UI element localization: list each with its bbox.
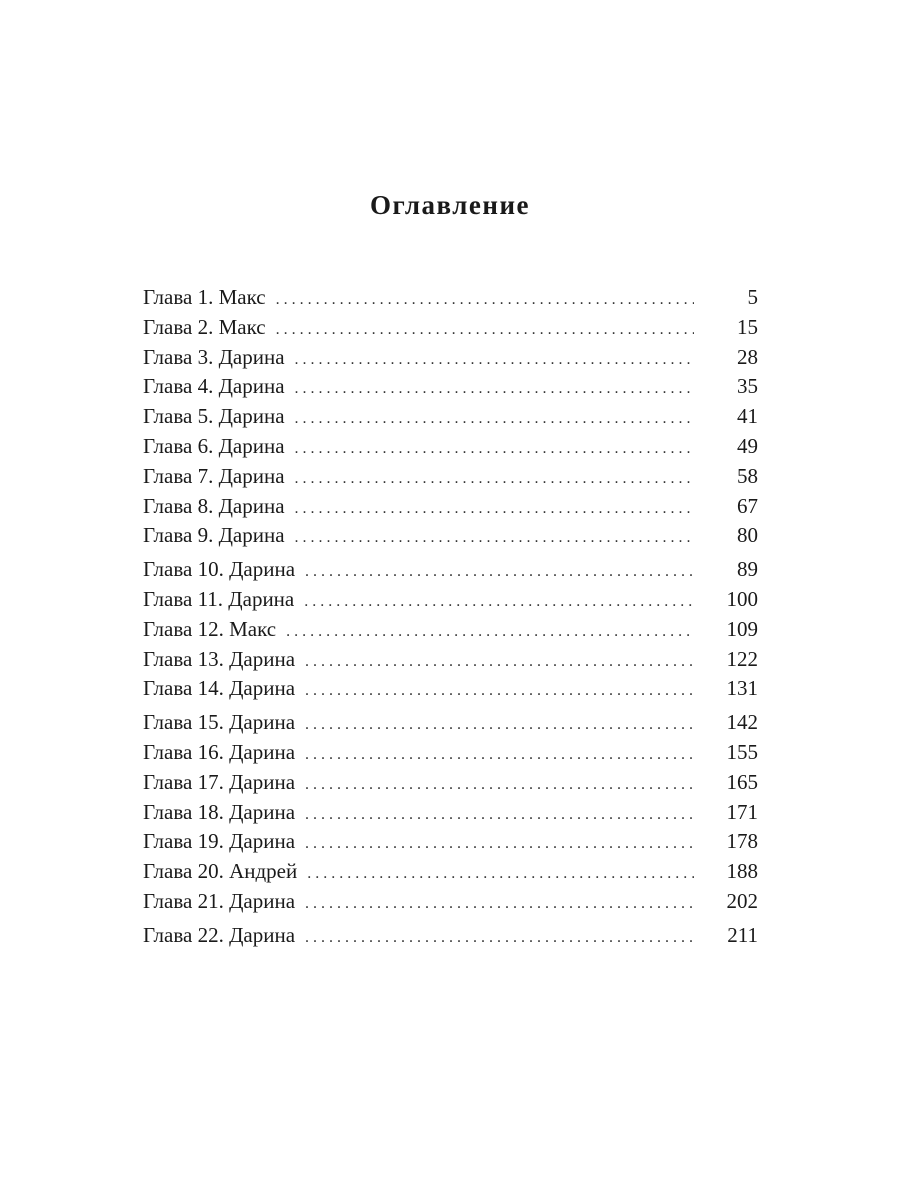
toc-entry-label: Глава 10. Дарина xyxy=(143,557,296,582)
toc-entry-page-number: 165 xyxy=(726,769,758,794)
toc-entry-label: Глава 8. Дарина xyxy=(143,493,285,518)
toc-entry[interactable] xyxy=(143,827,758,857)
toc-entry[interactable] xyxy=(143,402,758,432)
toc-entry-label: Глава 16. Дарина xyxy=(143,739,296,764)
toc-dot-leader xyxy=(305,923,694,953)
toc-entry-label: Глава 11. Дарина xyxy=(143,586,295,611)
toc-entry[interactable] xyxy=(143,645,758,675)
toc-dot-leader xyxy=(305,676,694,706)
toc-entry[interactable] xyxy=(143,921,758,951)
toc-entry-label: Глава 1. Макс xyxy=(143,285,266,309)
toc-entry-label: Глава 2. Макс xyxy=(143,314,266,339)
toc-entry-label: Глава 18. Дарина xyxy=(143,799,296,824)
toc-dot-leader xyxy=(305,829,694,859)
toc-dot-leader xyxy=(307,859,694,889)
toc-dot-leader xyxy=(295,523,694,553)
toc-dot-leader xyxy=(305,889,694,919)
toc-dot-leader xyxy=(305,557,694,587)
toc-entry-page-number: 202 xyxy=(726,888,758,913)
toc-entry-label: Глава 4. Дарина xyxy=(143,374,285,399)
toc-dot-leader xyxy=(295,404,694,434)
toc-entry[interactable] xyxy=(143,798,758,828)
toc-dot-leader xyxy=(305,740,694,770)
toc-entry-page-number: 131 xyxy=(726,676,758,701)
toc-entry-page-number: 122 xyxy=(726,646,758,671)
toc-entry-page-number: 211 xyxy=(727,922,758,947)
toc-entry-label: Глава 5. Дарина xyxy=(143,404,285,429)
toc-dot-leader xyxy=(295,434,694,464)
toc-entry[interactable] xyxy=(143,492,758,522)
toc-entry[interactable] xyxy=(143,555,758,585)
toc-entry-page-number: 58 xyxy=(737,463,758,488)
toc-entry[interactable] xyxy=(143,738,758,768)
toc-dot-leader xyxy=(305,710,694,740)
toc-entry-page-number: 41 xyxy=(737,404,758,429)
toc-entry[interactable] xyxy=(143,857,758,887)
toc-entry-page-number: 67 xyxy=(737,493,758,518)
toc-dot-leader xyxy=(305,800,694,830)
toc-entry[interactable] xyxy=(143,585,758,615)
toc-entry[interactable] xyxy=(143,372,758,402)
toc-entry-label: Глава 22. Дарина xyxy=(143,922,296,947)
toc-entry[interactable] xyxy=(143,674,758,704)
toc-entry-page-number: 155 xyxy=(726,739,758,764)
toc-entry-label: Глава 21. Дарина xyxy=(143,888,296,913)
toc-entry-page-number: 89 xyxy=(737,557,758,582)
toc-entry-label: Глава 14. Дарина xyxy=(143,676,296,701)
toc-entry[interactable] xyxy=(143,432,758,462)
toc-entry[interactable] xyxy=(143,313,758,343)
table-of-contents xyxy=(143,283,758,951)
toc-entry-page-number: 49 xyxy=(737,433,758,458)
toc-entry[interactable] xyxy=(143,887,758,917)
toc-entry-page-number: 171 xyxy=(726,799,758,824)
toc-entry-label: Глава 15. Дарина xyxy=(143,710,296,735)
toc-dot-leader xyxy=(286,617,694,647)
toc-entry[interactable] xyxy=(143,615,758,645)
toc-entry[interactable] xyxy=(143,343,758,373)
toc-entry-label: Глава 17. Дарина xyxy=(143,769,296,794)
toc-entry-page-number: 28 xyxy=(737,344,758,369)
toc-entry[interactable] xyxy=(143,708,758,738)
page-title: Оглавление xyxy=(370,190,530,220)
toc-entry[interactable] xyxy=(143,768,758,798)
toc-entry-label: Глава 6. Дарина xyxy=(143,433,285,458)
toc-entry-label: Глава 20. Андрей xyxy=(143,859,298,884)
toc-entry-label: Глава 3. Дарина xyxy=(143,344,285,369)
toc-dot-leader xyxy=(295,374,694,404)
toc-entry-page-number: 188 xyxy=(726,859,758,884)
toc-dot-leader xyxy=(295,494,694,524)
toc-dot-leader xyxy=(295,345,694,375)
toc-entry-page-number: 100 xyxy=(726,586,758,611)
toc-entry-page-number: 109 xyxy=(726,616,758,641)
toc-entry-label: Глава 13. Дарина xyxy=(143,646,296,671)
toc-entry-label: Глава 7. Дарина xyxy=(143,463,285,488)
toc-entry[interactable] xyxy=(143,462,758,492)
toc-dot-leader xyxy=(276,315,694,345)
toc-entry-label: Глава 19. Дарина xyxy=(143,829,296,854)
toc-dot-leader xyxy=(305,770,694,800)
toc-dot-leader xyxy=(295,464,694,494)
toc-entry-page-number: 15 xyxy=(737,314,758,339)
toc-entry[interactable] xyxy=(143,521,758,551)
toc-entry-page-number: 35 xyxy=(737,374,758,399)
toc-entry-page-number: 5 xyxy=(747,285,758,309)
toc-entry-page-number: 142 xyxy=(726,710,758,735)
toc-entry[interactable] xyxy=(143,283,758,313)
toc-dot-leader xyxy=(304,587,694,617)
toc-dot-leader xyxy=(305,647,694,677)
toc-entry-page-number: 80 xyxy=(737,523,758,548)
toc-dot-leader xyxy=(276,285,694,315)
toc-entry-page-number: 178 xyxy=(726,829,758,854)
toc-entry-label: Глава 9. Дарина xyxy=(143,523,285,548)
toc-entry-label: Глава 12. Макс xyxy=(143,616,277,641)
